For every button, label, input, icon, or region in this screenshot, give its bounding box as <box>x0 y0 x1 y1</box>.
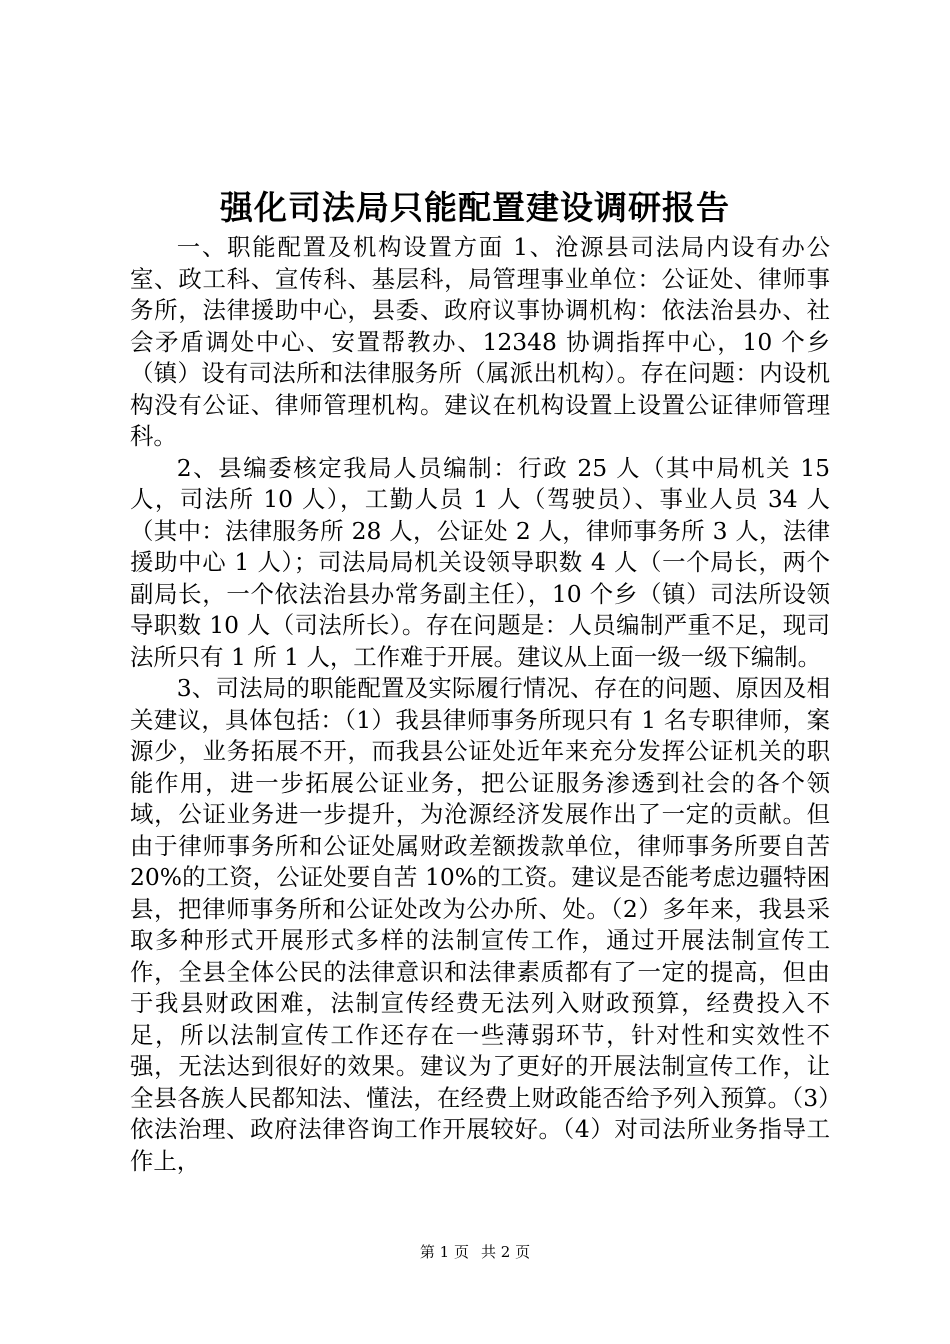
page-total: 共 2 页 <box>481 1243 531 1261</box>
paragraph-1: 一、职能配置及机构设置方面 1、沧源县司法局内设有办公室、政工科、宣传科、基层科，局管理事业单位：公证处、律师事务所，法律援助中心，县委、政府议事协调机构：依法治县办、社会矛盾调处中心、安置帮教办、12348 协调指挥中心，10 个乡（镇）设有司法所和法律服务所（属派出机构）。存在问题：内设机构没有公证、律师管理机构。建议在机构设置上设置公证律师管理科。 <box>130 233 830 450</box>
page-footer <box>0 1242 950 1262</box>
document-body <box>130 232 830 1177</box>
paragraph-3: 3、司法局的职能配置及实际履行情况、存在的问题、原因及相关建议，具体包括：（1）我县律师事务所现只有 1 名专职律师，案源少，业务拓展不开，而我县公证处近年来充分发挥公证机关的职能作用，进一步拓展公证业务，把公证服务渗透到社会的各个领域，公证业务进一步提升，为沧源经济发展作出了一定的贡献。但由于律师事务所和公证处属财政差额拨款单位，律师事务所要自苦 20%的工资，公证处要自苦 10%的工资。建议是否能考虑边疆特困县，把律师事务所和公证处改为公办所、处。（2）多年来，我县采取多种形式开展形式多样的法制宣传工作，通过开展法制宣传工作，全县全体公民的法律意识和法律素质都有了一定的提高，但由于我县财政困难，法制宣传经费无法列入财政预算，经费投入不足，所以法制宣传工作还存在一些薄弱环节，针对性和实效性不强，无法达到很好的效果。建议为了更好的开展法制宣传工作，让全县各族人民都知法、懂法，在经费上财政能否给予列入预算。（3）依法治理、政府法律咨询工作开展较好。（4）对司法所业务指导工作上， <box>130 674 830 1175</box>
document-title: 强化司法局只能配置建设调研报告 <box>220 188 730 227</box>
page-number: 第 1 页 <box>419 1243 469 1261</box>
paragraph-2: 2、县编委核定我局人员编制：行政 25 人（其中局机关 15 人，司法所 10 人），工勤人员 1 人（驾驶员）、事业人员 34 人（其中：法律服务所 28 人，公证处 2 人，律师事务所 3 人，法律援助中心 1 人）；司法局局机关设领导职数 4 人（一个局长，两个副局长，一个依法治县办常务副主任），10 个乡（镇）司法所设领导职数 10 人（司法所长）。存在问题是：人员编制严重不足，现司法所只有 1 所 1 人，工作难于开展。建议从上面一级一级下编制。 <box>130 453 830 671</box>
